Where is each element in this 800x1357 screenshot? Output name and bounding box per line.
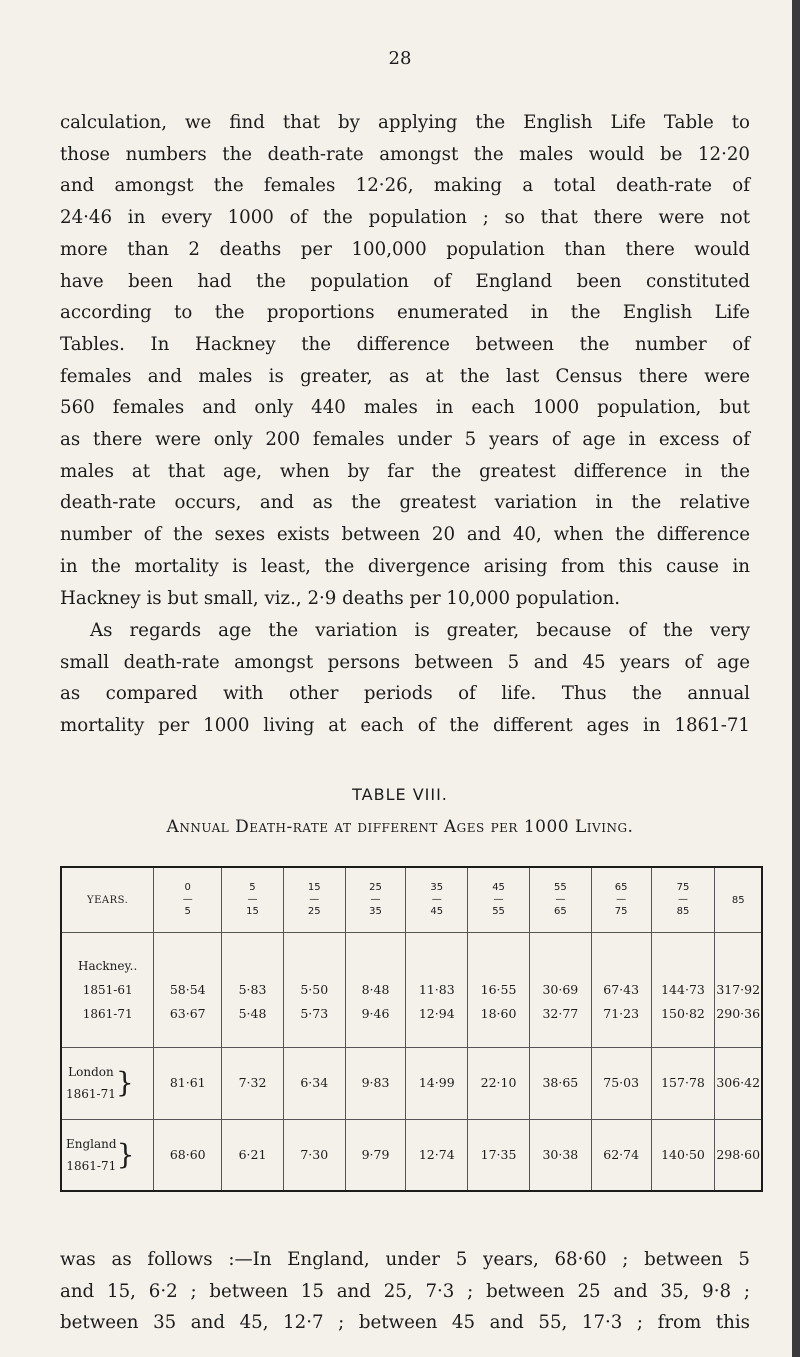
- table-cell: 9·79: [345, 1119, 406, 1191]
- header-age-group: 25 — 35: [345, 867, 406, 933]
- text-line: As regards age the variation is greater, because of the very: [90, 620, 750, 641]
- table-cell: 298·60: [715, 1119, 762, 1191]
- table-cell: 17·35: [468, 1119, 530, 1191]
- table-cell: 62·74: [591, 1119, 651, 1191]
- header-age-group: 5 — 15: [222, 867, 284, 933]
- table-cell: 16·55 18·60: [468, 933, 530, 1048]
- table-cell: 67·43 71·23: [591, 933, 651, 1048]
- text-line: more than 2 deaths per 100,000 population than there would: [60, 238, 750, 260]
- table-cell: 140·50: [651, 1119, 715, 1191]
- text-line: as compared with other periods of life. Thus the annual: [60, 683, 750, 705]
- text-line: Tables. In Hackney the difference between the number of: [60, 333, 750, 355]
- row-label-england: England 1861-71 }: [61, 1119, 154, 1191]
- table-cell: 12·74: [406, 1119, 468, 1191]
- text-line: females and males is greater, as at the last Census there were: [60, 365, 750, 387]
- page-number: 28: [388, 48, 412, 69]
- header-age-last: 85: [715, 867, 762, 933]
- table-cell: 81·61: [154, 1048, 222, 1119]
- text-line: 24·46 in every 1000 of the population ; so that there were not: [60, 207, 750, 229]
- header-age-group: 75 — 85: [651, 867, 715, 933]
- table-subtitle: Annual Death-rate at different Ages per 1000 Living.: [166, 817, 634, 837]
- text-line: males at that age, when by far the greatest difference in the: [60, 460, 750, 482]
- table-cell: 11·83 12·94: [406, 933, 468, 1048]
- text-line: in the mortality is least, the divergence arising from this cause in: [60, 555, 750, 577]
- table-row-england: [61, 1119, 762, 1191]
- text-line: and 15, 6·2 ; between 15 and 25, 7·3 ; between 25 and 35, 9·8 ;: [60, 1280, 750, 1302]
- table-cell: 5·83 5·48: [222, 933, 284, 1048]
- table-cell: 8·48 9·46: [345, 933, 406, 1048]
- table-cell: 68·60: [154, 1119, 222, 1191]
- table-cell: 30·38: [529, 1119, 591, 1191]
- header-age-group: 35 — 45: [406, 867, 468, 933]
- text-line: according to the proportions enumerated in the English Life: [60, 302, 750, 324]
- paragraph-3: [60, 1244, 750, 1339]
- table-cell: 144·73 150·82: [651, 933, 715, 1048]
- header-age-group: 0 — 5: [154, 867, 222, 933]
- text-line: as there were only 200 females under 5 years of age in excess of: [60, 429, 750, 451]
- table-cell: 14·99: [406, 1048, 468, 1119]
- table-cell: 75·03: [591, 1048, 651, 1119]
- table-row-london: [61, 1048, 762, 1119]
- text-line: was as follows :—In England, under 5 years, 68·60 ; between 5: [60, 1249, 750, 1270]
- row-label-hackney: Hackney.. 1851-61 1861-71: [78, 959, 138, 1022]
- header-age-group: 45 — 55: [468, 867, 530, 933]
- table-cell: 5·50 5·73: [283, 933, 345, 1048]
- table-cell: 6·34: [283, 1048, 345, 1119]
- table-cell: 157·78: [651, 1048, 715, 1119]
- table-cell: 7·30: [283, 1119, 345, 1191]
- text-line: those numbers the death-rate amongst the males would be 12·20: [60, 143, 750, 165]
- header-age-group: 65 — 75: [591, 867, 651, 933]
- table-cell: 317·92 290·36: [715, 933, 762, 1048]
- table-cell: 22·10: [468, 1048, 530, 1119]
- header-age-group: 55 — 65: [529, 867, 591, 933]
- text-line: number of the sexes exists between 20 and 40, when the difference: [60, 524, 750, 546]
- page-edge-shadow: [792, 0, 800, 1357]
- text-line: calculation, we find that by applying the English Life Table to: [60, 112, 750, 133]
- text-line: death-rate occurs, and as the greatest variation in the relative: [60, 492, 750, 514]
- header-age-group: 15 — 25: [283, 867, 345, 933]
- table-cell: 30·69 32·77: [529, 933, 591, 1048]
- text-line: mortality per 1000 living at each of the different ages in 1861-71: [60, 715, 750, 737]
- table-cell: 9·83: [345, 1048, 406, 1119]
- table-title: TABLE VIII.: [352, 785, 448, 804]
- table-cell: 6·21: [222, 1119, 284, 1191]
- death-rate-table: [60, 866, 763, 1192]
- text-line: 560 females and only 440 males in each 1000 population, but: [60, 397, 750, 419]
- table-cell: 38·65: [529, 1048, 591, 1119]
- text-line: between 35 and 45, 12·7 ; between 45 and 55, 17·3 ; from this: [60, 1312, 750, 1334]
- row-label-london: London 1861-71 }: [61, 1048, 154, 1119]
- paragraph-1: [60, 107, 750, 614]
- text-line: have been had the population of England been constituted: [60, 270, 750, 292]
- paragraph-2: [60, 615, 750, 742]
- table-header-row: [61, 867, 762, 933]
- text-line: small death-rate amongst persons between 5 and 45 years of age: [60, 651, 750, 673]
- text-line: Hackney is but small, viz., 2·9 deaths per 10,000 population.: [60, 587, 621, 609]
- table-cell: 58·54 63·67: [154, 933, 222, 1048]
- table-row-hackney: [61, 933, 762, 1048]
- table-cell: 306·42: [715, 1048, 762, 1119]
- table-cell: 7·32: [222, 1048, 284, 1119]
- header-years: YEARS.: [61, 867, 154, 933]
- text-line: and amongst the females 12·26, making a total death-rate of: [60, 175, 750, 197]
